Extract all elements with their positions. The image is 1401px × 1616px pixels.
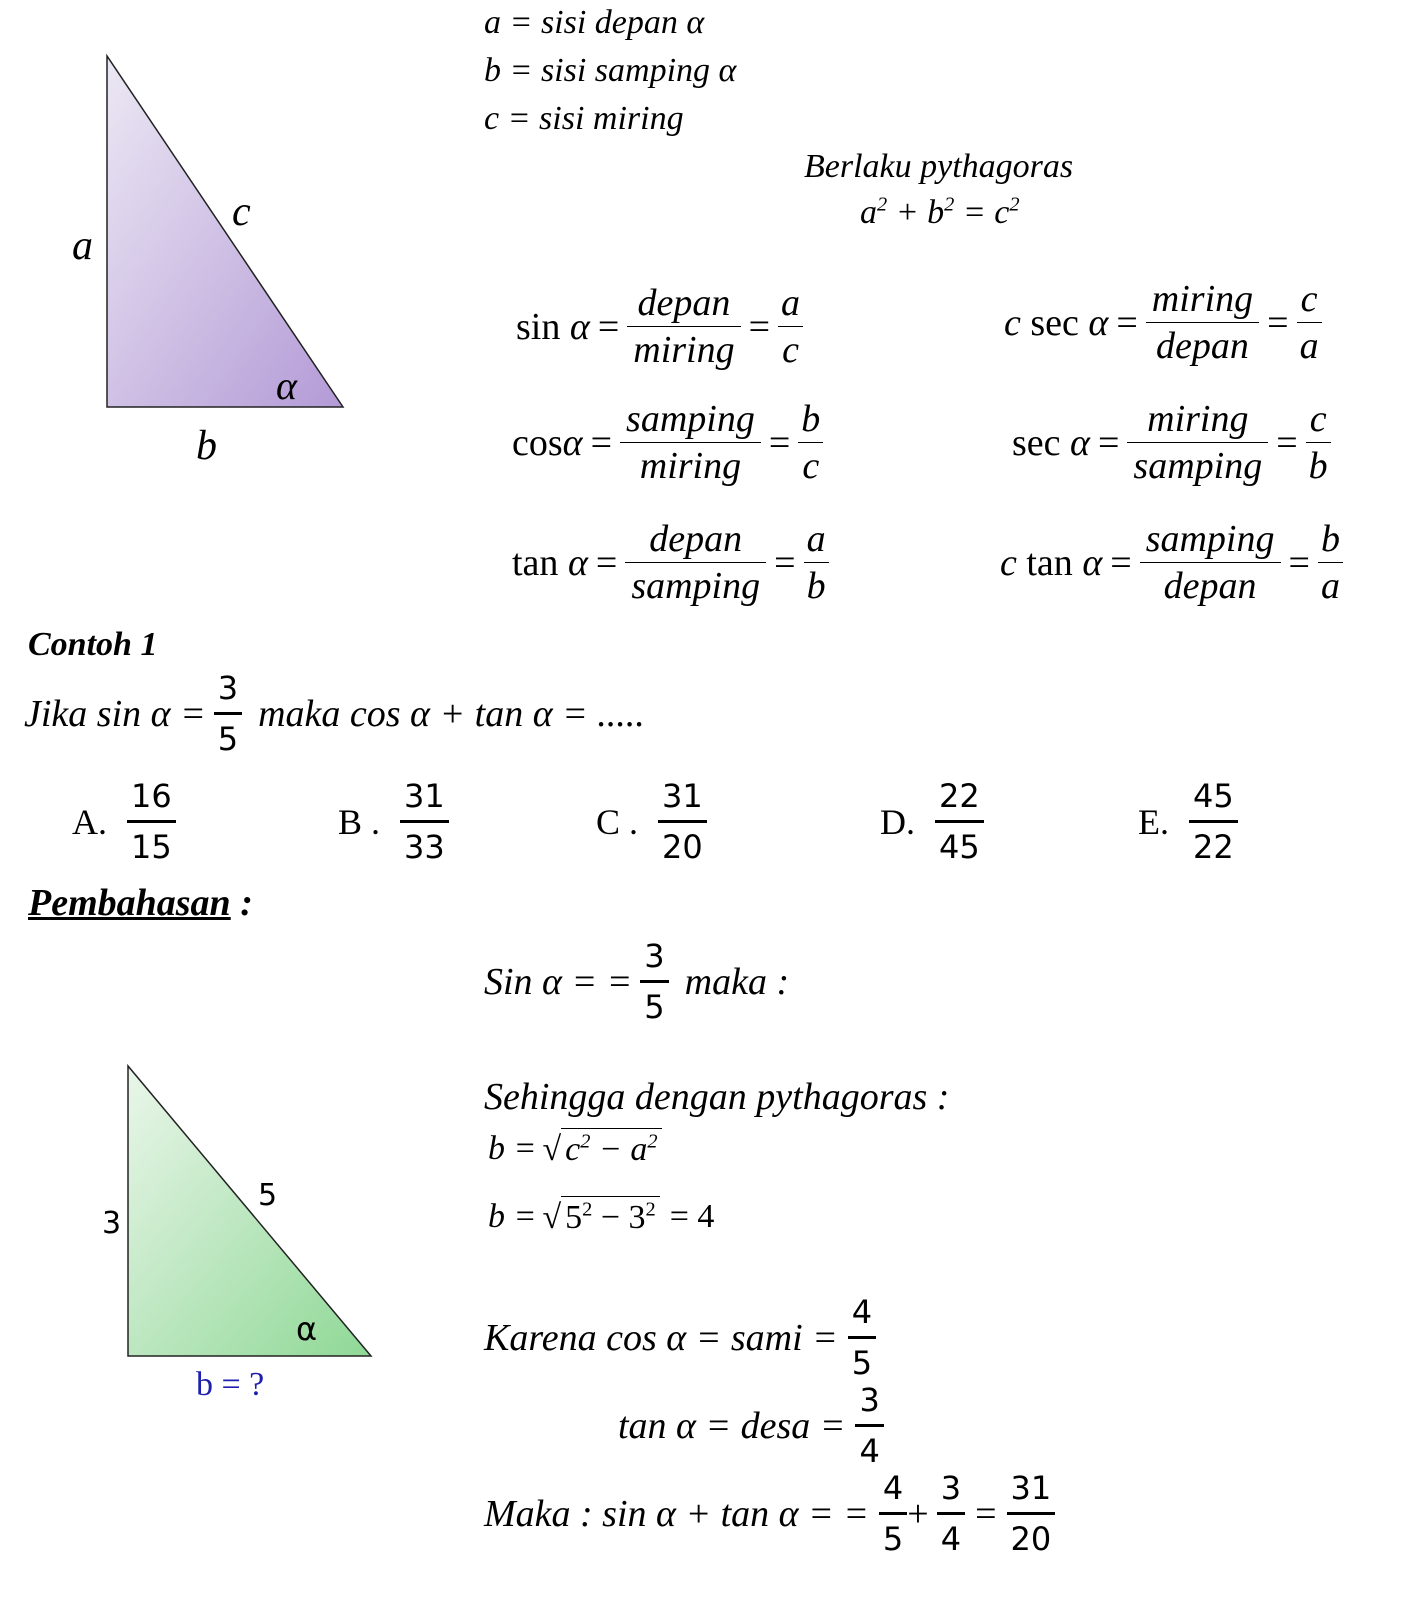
pythagoras-title: Berlaku pythagoras [804,148,1074,185]
formula-csec: c sec α = $\frac{\text{miring}}{\text{depan}}$ = $\frac{c}{a}$ [1004,280,1322,365]
triangle1-label-c: c [232,189,251,235]
formula-cos: cos α = $\frac{\text{samping}}{\text{miring}}$ = $\frac{b}{c}$ [512,400,823,485]
definition-a: a = sisi depan α [484,4,705,41]
triangle1-label-b: b [196,423,217,469]
triangle-diagram-1 [60,40,380,480]
option-d[interactable]: D. $\frac{22}{45}$ [880,780,984,863]
option-b[interactable]: B . $\frac{31}{33}$ [338,780,449,863]
triangle2-label-side: 3 [102,1206,122,1241]
formula-sec: sec α = $\frac{\text{miring}}{\text{samping}}$ = $\frac{c}{b}$ [1012,400,1331,485]
triangle2-label-alpha: α [296,1310,318,1348]
option-a[interactable]: A. $\frac{16}{15}$ [72,780,176,863]
triangle-shape [107,56,343,407]
triangle2-label-hyp: 5 [258,1178,278,1213]
triangle2-label-base: b = ? [196,1366,265,1403]
solution-title: Pembahasan : [28,882,253,924]
solution-b-eq1: b = √ $c^2 - a^2$ [488,1128,662,1169]
definition-b: b = sisi samping α [484,52,737,89]
option-e[interactable]: E. $\frac{45}{22}$ [1138,780,1238,863]
solution-pyth-title: Sehingga dengan pythagoras : [484,1076,950,1118]
solution-b-eq2: b = √ $5^2 - 3^2$ = 4 [488,1197,715,1236]
solution-cos: Karena cos α = sami = $\frac{4}{5}$ [484,1296,876,1379]
triangle-shape [128,1066,371,1356]
example-question: Jika sin α = $\frac{3}{5}$ maka cos α + tan α = ..... [24,669,645,758]
solution-tan: tan α = desa = $\frac{3}{4}$ [618,1384,884,1467]
formula-tan: tan α = $\frac{\text{depan}}{\text{samping}}$ = $\frac{a}{b}$ [512,520,829,605]
example-title: Contoh 1 [28,626,158,663]
formula-ctan: c tan α = $\frac{\text{samping}}{\text{depan}}$ = $\frac{b}{a}$ [1000,520,1343,605]
triangle1-label-a: a [72,223,93,269]
triangle-diagram-2 [90,1050,410,1380]
pythagoras-formula: $a^2 + b^2 = c^2$ [860,193,1020,231]
solution-maka: Maka : sin α + tan α = = $\frac{4}{5}$ + $\frac{3}{4}$ = $\frac{31}{20}$ [484,1472,1055,1555]
option-c[interactable]: C . $\frac{31}{20}$ [596,780,707,863]
formula-sin: sin α = $\frac{\text{depan}}{\text{miring}}$ = $\frac{a}{c}$ [516,284,803,369]
solution-sin: Sin α = = $\frac{3}{5}$ maka : [484,937,790,1026]
definition-c: c = sisi miring [484,100,684,137]
triangle1-label-alpha: α [276,363,297,408]
